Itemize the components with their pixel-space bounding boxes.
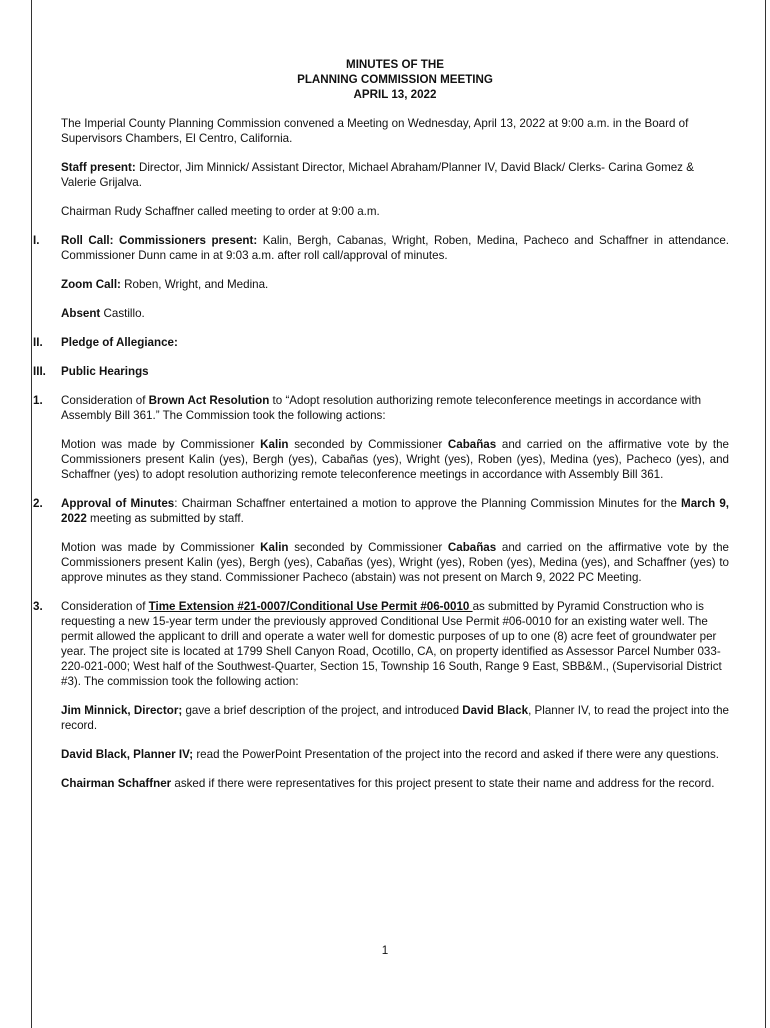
document-body bbox=[33, 57, 730, 805]
public-hearings-section bbox=[33, 364, 729, 379]
paragraph-text: asked if there were representatives for this project present to state their name and address for the record. bbox=[171, 777, 715, 790]
absent-label: Absent bbox=[61, 307, 101, 320]
paragraph-text: gave a brief description of the project, and introduced bbox=[182, 704, 463, 717]
staff-paragraph bbox=[61, 160, 729, 190]
pledge-section bbox=[33, 335, 729, 350]
second-commissioner: Cabañas bbox=[447, 541, 497, 554]
item-3 bbox=[33, 599, 729, 689]
item-number: 2. bbox=[33, 497, 43, 510]
speaker-name: David Black bbox=[462, 704, 529, 717]
zoom-call-label: Zoom Call: bbox=[61, 278, 121, 291]
second-commissioner: Cabañas bbox=[447, 438, 497, 451]
item-3-paragraph-1 bbox=[61, 703, 729, 733]
public-hearings-label: Public Hearings bbox=[61, 365, 149, 378]
speaker-name: Chairman Schaffner bbox=[61, 777, 172, 790]
absent-paragraph bbox=[61, 306, 729, 321]
paragraph-text: , Planner IV, to read the project into the record. bbox=[61, 704, 730, 732]
staff-label: Staff present: bbox=[61, 161, 136, 174]
item-2-motion bbox=[61, 540, 729, 585]
document-title bbox=[61, 57, 729, 102]
item-2-text: : Chairman Schaffner entertained a motion to approve the Planning Commission Minutes for the bbox=[174, 497, 682, 510]
roll-call-label: Roll Call: Commissioners present: bbox=[61, 234, 258, 247]
section-number: III. bbox=[33, 365, 46, 378]
section-number: II. bbox=[33, 336, 43, 349]
zoom-call-text: Roben, Wright, and Medina. bbox=[120, 278, 269, 291]
item-2-text: meeting as submitted by staff. bbox=[86, 512, 244, 525]
item-3-paragraph-2 bbox=[61, 747, 729, 762]
speaker-name: David Black, Planner IV; bbox=[61, 748, 194, 761]
item-1 bbox=[33, 393, 729, 423]
item-number: 1. bbox=[33, 394, 43, 407]
intro-paragraph: The Imperial County Planning Commission convened a Meeting on Wednesday, April 13, 2022 at 9:00 a.m. in the Board of Supervisors Chambers, El Centro, California. bbox=[61, 117, 689, 145]
pledge-label: Pledge of Allegiance: bbox=[61, 336, 178, 349]
title-line-1: MINUTES OF THE bbox=[346, 58, 444, 71]
paragraph-text: read the PowerPoint Presentation of the project into the record and asked if there were any questions. bbox=[193, 748, 719, 761]
item-2 bbox=[33, 496, 729, 526]
speaker-name: Jim Minnick, Director; bbox=[61, 704, 183, 717]
item-2-date: March 9, 2022 bbox=[61, 497, 729, 525]
motion-commissioner: Kalin bbox=[260, 438, 289, 451]
item-3-underlined-title: Time Extension #21-0007/Conditional Use Permit #06-0010 bbox=[148, 600, 473, 613]
item-1-bold: Brown Act Resolution bbox=[148, 394, 270, 407]
roll-call-text: Kalin, Bergh, Cabanas, Wright, Roben, Medina, Pacheco and Schaffner in attendance. Commissioner Dunn came in at 9:03 a.m. after roll call/approval of minutes. bbox=[61, 234, 730, 262]
item-3-text-post: as submitted by Pyramid Construction who is requesting a new 15-year term under the previously approved Conditional Use Permit #06-0010 for an existing water well. The permit allowed the applicant to drill and operate a water well for domestic purposes of up to one (8) acre feet of groundwater per year. The project site is located at 1799 Shell Canyon Road, Ocotillo, CA, on property identified as Assessor Parcel Number 033-220-021-000; West half of the Southwest-Quarter, Section 15, Township 16 South, Range 9 East, SBB&M., (Supervisorial District #3). The commission took the following action: bbox=[61, 600, 722, 688]
item-3-text-pre: Consideration of bbox=[61, 600, 149, 613]
section-number: I. bbox=[33, 234, 40, 247]
title-line-3: APRIL 13, 2022 bbox=[353, 88, 437, 101]
absent-text: Castillo. bbox=[100, 307, 145, 320]
zoom-call-paragraph bbox=[61, 277, 729, 292]
motion-text: and carried on the affirmative vote by the Commissioners present Kalin (yes), Bergh (yes), Cabañas (yes), Wright (yes), Roben (yes), Medina (yes), Pacheco (yes), and Schaffner (yes) to adopt resolution authorizing remote teleconference meetings in accordance with Assembly Bill 361. bbox=[61, 438, 729, 481]
motion-text: seconded by Commissioner bbox=[288, 438, 448, 451]
page-number: 1 bbox=[381, 944, 389, 957]
item-1-motion bbox=[61, 437, 729, 482]
item-1-text-post: to “Adopt resolution authorizing remote teleconference meetings in accordance with Assembly Bill 361.” The Commission took the following actions: bbox=[61, 394, 702, 422]
title-line-2: PLANNING COMMISSION MEETING bbox=[297, 73, 493, 86]
motion-commissioner: Kalin bbox=[260, 541, 289, 554]
item-number: 3. bbox=[33, 600, 43, 613]
item-2-bold: Approval of Minutes bbox=[61, 497, 175, 510]
staff-text: Director, Jim Minnick/ Assistant Director, Michael Abraham/Planner IV, David Black/ Clerks- Carina Gomez & Valerie Grijalva. bbox=[61, 161, 694, 189]
item-3-paragraph-3 bbox=[61, 776, 729, 791]
item-1-text-pre: Consideration of bbox=[61, 394, 149, 407]
motion-text: seconded by Commissioner bbox=[288, 541, 448, 554]
motion-text: Motion was made by Commissioner bbox=[61, 541, 261, 554]
motion-text: Motion was made by Commissioner bbox=[61, 438, 261, 451]
motion-text: and carried on the affirmative vote by the Commissioners present Kalin (yes), Bergh (yes), Cabañas (yes), Wright (yes), Roben (yes), Medina (yes), and Schaffner (yes) to approve minutes as they stand. Commissioner Pacheco (abstain) was not present on March 9, 2022 PC Meeting. bbox=[61, 541, 729, 584]
call-to-order: Chairman Rudy Schaffner called meeting to order at 9:00 a.m. bbox=[61, 205, 380, 218]
roll-call-section bbox=[33, 233, 730, 263]
